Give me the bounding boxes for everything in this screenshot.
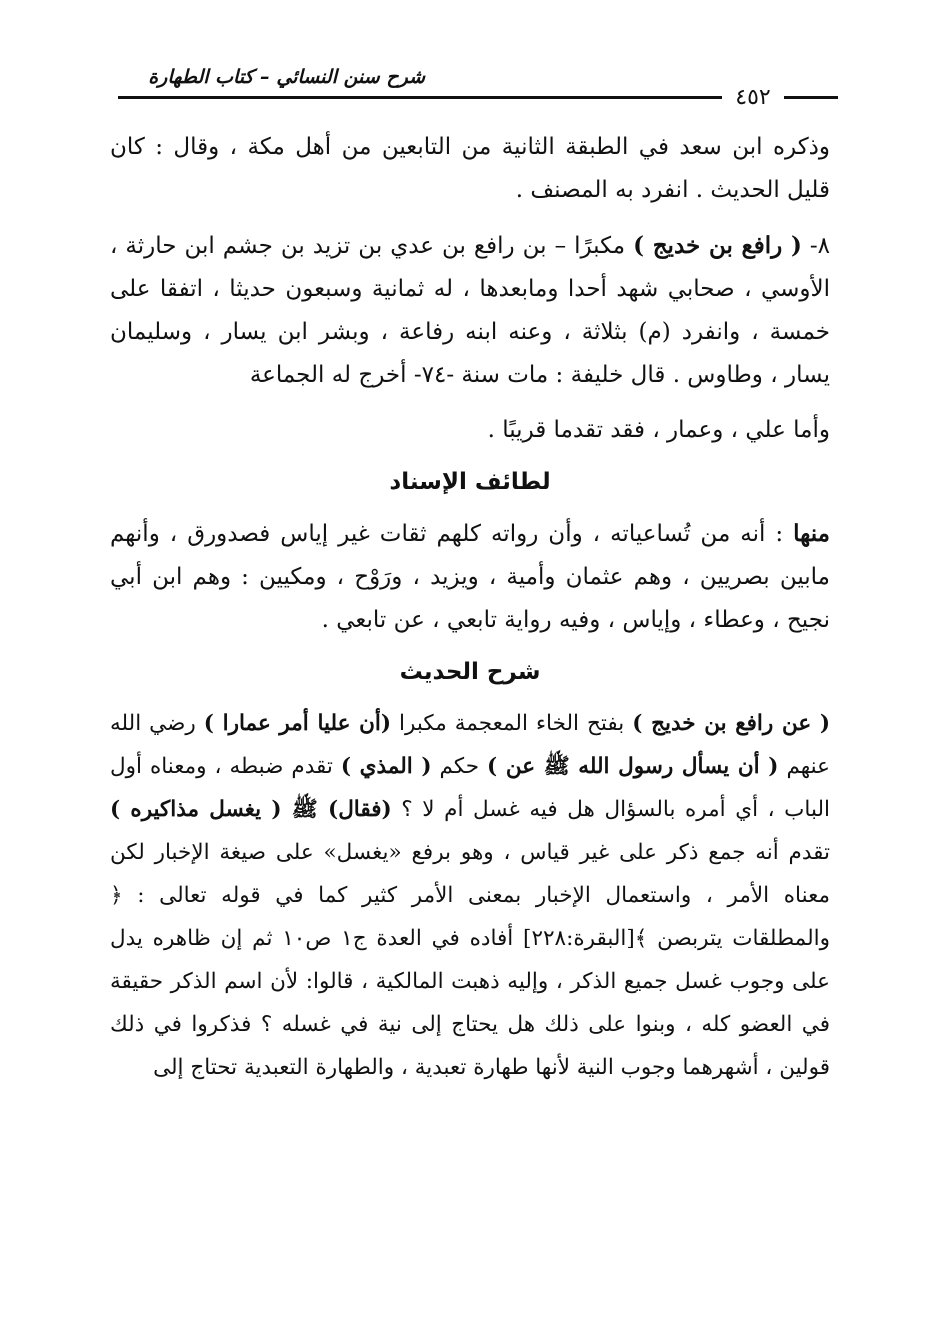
text-run: رضي الله عنهم xyxy=(110,711,830,779)
lead-word: منها xyxy=(793,520,830,547)
page-number-rule xyxy=(792,96,832,99)
text-run: حكم xyxy=(431,754,488,779)
text-run: تقدم ضبطه ، ومعناه أول الباب ، أي أمره بالسؤال هل فيه غسل أم لا ؟ xyxy=(110,754,830,822)
quote-ask-prophet: ( أن يسأل رسول الله ﷺ عن ) xyxy=(487,754,779,779)
page-body xyxy=(110,126,830,1089)
paragraph-hadith-explanation xyxy=(110,702,830,1089)
paragraph-ibn-saad: وذكره ابن سعد في الطبقة الثانية من التابعين من أهل مكة ، وقال : كان قليل الحديث . انفرد به المصنف . xyxy=(110,134,830,203)
text-run: تقدم أنه جمع ذكر على غير قياس ، وهو برفع «يغسل» على صيغة الإخبار لكن معناه الأمر ، واستعمال الإخبار بمعنى الأمر كثير كما في قوله تعالى : ﴿ والمطلقات يتربصن ﴾[البقرة:٢٢٨] أفاده في العدة ج١ ص١٠ ثم إن ظاهره يدل على وجوب غسل جميع الذكر ، وإليه ذهبت المالكية ، قالوا: لأن اسم الذكر حقيقة في العضو كله ، وبنوا على ذلك هل يحتاج إلى نية في غسله ؟ فذكروا في ذلك قولين ، أشهرهما وجوب النية لأنها طهارة تعبدية ، والطهارة التعبدية تحتاج إلى xyxy=(110,840,831,1080)
paragraph-rafi-bio xyxy=(110,224,830,397)
section-heading-isnad: لطائف الإسناد xyxy=(389,469,551,495)
paragraph-isnad-notes xyxy=(110,512,830,642)
narrator-bio-text: مكبرًا – بن رافع بن عدي بن تزيد بن جشم ابن حارثة ، الأوسي ، صحابي شهد أحدا ومابعدها ، له ثمانية وسبعون حديثا ، اتفقا على خمسة ، وانفرد (م) بثلاثة ، وعنه ابنه رفاعة ، وبشر ابن يسار ، وسليمان يسار ، وطاوس . قال خليفة : مات سنة -٧٤- أخرج له الجماعة xyxy=(110,233,830,388)
paragraph-ali-ammar: وأما علي ، وعمار ، فقد تقدما قريبًا . xyxy=(487,417,830,443)
quote-wash: (فقال) ﷺ ( يغسل مذاكيره ) xyxy=(110,797,392,822)
text-run: بفتح الخاء المعجمة مكبرا xyxy=(391,711,633,736)
quote-rafi: ( عن رافع بن خديج ) xyxy=(632,711,830,736)
section-heading-sharh: شرح الحديث xyxy=(399,659,541,685)
narrator-name: ( رافع بن خديج ) xyxy=(633,232,802,259)
isnad-text: : أنه من تُساعياته ، وأن رواته كلهم ثقات غير إياس فصدورق ، وأنهم مابين بصريين ، وهم عثمان وأمية ، ويزيد ، ورَوْح ، ومكيين : وهم ابن أبي نجيح ، وعطاء ، وإياس ، وفيه رواية تابعي ، عن تابعي . xyxy=(110,521,830,633)
quote-ali-ammar: (أن عليا أمر عمارا ) xyxy=(203,711,392,736)
quote-madhy: ( المذي ) xyxy=(340,754,432,779)
running-header-title: شرح سنن النسائي – كتاب الطهارة xyxy=(148,66,425,88)
page-number: ٤٥٢ xyxy=(722,84,784,112)
entry-number: ٨- xyxy=(801,233,830,259)
